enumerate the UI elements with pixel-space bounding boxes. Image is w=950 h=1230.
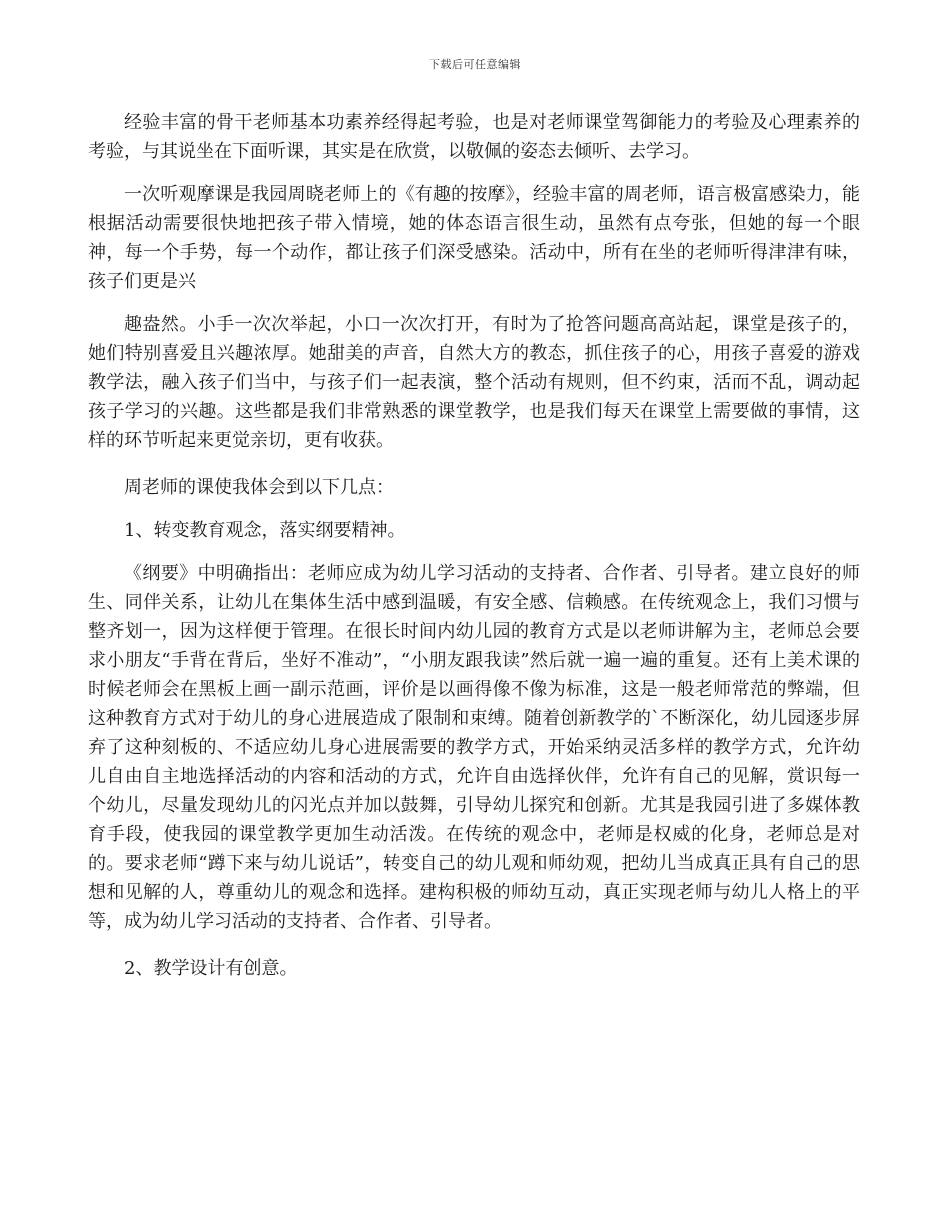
paragraph-4: 周老师的课使我体会到以下几点： — [124, 477, 394, 498]
document-body — [88, 108, 860, 997]
page-header-note: 下载后可任意编辑 — [429, 58, 521, 71]
paragraph-1: 经验丰富的骨干老师基本功素养经得起考验，也是对老师课堂驾御能力的考验及心理素养的考验，与其说坐在下面听课，其实是在欣赏，以敬佩的姿态去倾听、去学习。 — [88, 112, 860, 162]
paragraph-2: 一次听观摩课是我园周晓老师上的《有趣的按摩》，经验丰富的周老师，语言极富感染力，能根据活动需要很快地把孩子带入情境，她的体态语言很生动，虽然有点夸张，但她的每一个眼神，每一个手势，每一个动作，都让孩子们深受感染。活动中，所有在坐的老师听得津津有味，孩子们更是兴 — [88, 184, 860, 292]
paragraph-5: 《纲要》中明确指出：老师应成为幼儿学习活动的支持者、合作者、引导者。建立良好的师生、同伴关系，让幼儿在集体生活中感到温暖，有安全感、信赖感。在传统观念上，我们习惯与整齐划一，因为这样便于管理。在很长时间内幼儿园的教育方式是以老师讲解为主，老师总会要求小朋友“手背在背后，坐好不准动”，“小朋友跟我读”然后就一遍一遍的重复。还有上美术课的时候老师会在黑板上画一副示范画，评价是以画得像不像为标准，这是一般老师常范的弊端，但这种教育方式对于幼儿的身心进展造成了限制和束缚。随着创新教学的`不断深化，幼儿园逐步屏弃了这种刻板的、不适应幼儿身心进展需要的教学方式，开始采纳灵活多样的教学方式，允许幼儿自由自主地选择活动的内容和活动的方式，允许自由选择伙伴，允许有自己的见解，赏识每一个幼儿，尽量发现幼儿的闪光点并加以鼓舞，引导幼儿探究和创新。尤其是我园引进了多媒体教育手段，使我园的课堂教学更加生动活泼。在传统的观念中，老师是权威的化身，老师总是对的。要求老师“蹲下来与幼儿说话”，转变自己的幼儿观和师幼观，把幼儿当成真正具有自己的思想和见解的人，尊重幼儿的观念和选择。建构积极的师幼互动，真正实现老师与幼儿人格上的平等，成为幼儿学习活动的支持者、合作者、引导者。 — [88, 563, 860, 932]
section-heading-2: 2、教学设计有创意。 — [124, 958, 298, 979]
paragraph-3: 趣盎然。小手一次次举起，小口一次次打开，有时为了抢答问题高高站起，课堂是孩子的，她们特别喜爱且兴趣浓厚。她甜美的声音，自然大方的教态，抓住孩子的心，用孩子喜爱的游戏教学法，融入孩子们当中，与孩子们一起表演，整个活动有规则，但不约束，活而不乱，调动起孩子学习的兴趣。这些都是我们非常熟悉的课堂教学，也是我们每天在课堂上需要做的事情，这样的环节听起来更觉亲切，更有收获。 — [88, 314, 860, 451]
section-heading-1: 1、转变教育观念，落实纲要精神。 — [124, 520, 406, 541]
